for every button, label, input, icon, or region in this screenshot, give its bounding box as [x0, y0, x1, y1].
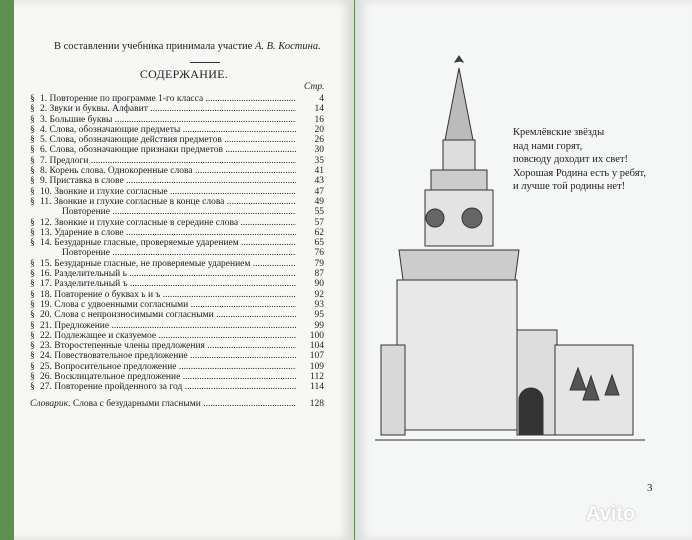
toc-entry — [30, 372, 324, 382]
section-sign: § — [30, 135, 35, 146]
toc-entry-page: 90 — [314, 279, 324, 290]
toc-entry-number: 11. — [40, 196, 52, 207]
section-sign: § — [30, 269, 35, 280]
toc-entry-title — [40, 197, 296, 207]
toc-entry — [30, 228, 324, 238]
toc-entry — [30, 104, 324, 114]
section-sign: § — [30, 279, 35, 290]
toc-entry-title — [40, 104, 296, 114]
toc-entry-title — [40, 300, 296, 310]
toc-entry-number: 6. — [40, 145, 48, 156]
toc-entry — [30, 145, 324, 155]
toc-entry-text: Повторение — [62, 207, 110, 218]
toc-entry-number: 14. — [40, 238, 52, 249]
toc-entry-number: 23. — [40, 341, 52, 352]
toc-entry-text: Подлежащее и сказуемое — [54, 330, 157, 341]
poem-line: над нами горят, — [513, 140, 583, 152]
toc-entry-text: Слова с удвоенными согласными — [54, 299, 189, 310]
toc-entry-title — [40, 372, 296, 382]
dict-label: Словарик. — [30, 398, 71, 409]
section-sign: § — [30, 238, 35, 249]
toc-entry — [30, 269, 324, 279]
toc-entry-text: Звонкие и глухие согласные — [54, 186, 168, 197]
poem — [513, 126, 646, 194]
toc-entry-page: 20 — [314, 124, 324, 135]
toc-entry-text: Слова, обозначающие признаки предметов — [49, 145, 224, 156]
toc-entry-number: 22. — [40, 330, 52, 341]
toc-entry — [30, 331, 324, 341]
toc-entry-number: 20. — [40, 310, 52, 321]
toc-entry-page: 55 — [314, 207, 324, 218]
toc-entry — [30, 321, 324, 331]
toc-entry-page: 92 — [314, 289, 324, 300]
toc-entry — [30, 187, 324, 197]
toc-entry-text: Ударение в слове — [54, 227, 124, 238]
section-sign: § — [30, 258, 35, 269]
toc-entry-text: Большие буквы — [49, 114, 113, 125]
toc-entry-text: Безударные гласные, не проверяемые ударением — [54, 258, 251, 269]
toc-entry-page: 26 — [314, 135, 324, 146]
toc-entry-page: 16 — [314, 114, 324, 125]
toc-entry-text: Предлоги — [49, 155, 89, 166]
credit-author: А. В. Костина. — [254, 41, 321, 52]
toc-entry-text: Повторение пройденного за год — [54, 382, 183, 393]
toc-entry-page: 100 — [309, 330, 324, 341]
toc-entry-page: 95 — [314, 310, 324, 321]
section-sign: § — [30, 351, 35, 362]
toc-entry-text: Восклицательное предложение — [54, 372, 181, 383]
toc-entry-page: 35 — [314, 155, 324, 166]
toc-entry-text: Второстепенные члены предложения — [54, 341, 205, 352]
toc-entry-number: 8. — [40, 166, 48, 177]
toc-entry-text: Повторение по программе 1-го класса — [49, 94, 204, 104]
toc-entry-page: 87 — [314, 269, 324, 280]
section-sign: § — [30, 186, 35, 197]
toc-entry-title — [40, 135, 296, 145]
poem-line: и лучше той родины нет! — [513, 181, 626, 193]
section-sign: § — [30, 196, 35, 207]
toc-entry-title — [40, 382, 296, 392]
toc-entry-number: 25. — [40, 361, 52, 372]
toc-entry-page: 93 — [314, 299, 324, 310]
section-sign: § — [30, 299, 35, 310]
toc-entry-text: Повествовательное предложение — [54, 351, 188, 362]
toc-entry — [30, 176, 324, 186]
toc-entry — [30, 156, 324, 166]
section-sign: § — [30, 382, 35, 393]
toc-entry-text: Разделительный ь — [54, 269, 127, 280]
toc-entry-number: 19. — [40, 299, 52, 310]
toc-entry-text: Приставка в слове — [49, 176, 124, 187]
toc-entry-number: 27. — [40, 382, 52, 393]
section-sign: § — [30, 361, 35, 372]
toc-entry — [30, 115, 324, 125]
dict-text: Слова с безударными гласными — [72, 398, 201, 409]
toc-entry-title — [40, 115, 296, 125]
toc-entry — [30, 362, 324, 372]
toc-entry — [30, 248, 324, 258]
toc-entry-title — [40, 125, 296, 135]
toc-entry-page: 47 — [314, 186, 324, 197]
watermark: Avito — [586, 503, 636, 525]
toc-entry-text: Повторение о буквах ь и ъ — [54, 289, 161, 300]
toc-entry-text: Повторение — [62, 248, 110, 259]
left-page — [14, 0, 354, 540]
toc-entry-text: Слова, обозначающие предметы — [49, 124, 181, 135]
toc-entry-text: Звонкие и глухие согласные в середине слова — [54, 217, 239, 228]
toc-entry-text: Безударные гласные, проверяемые ударением — [54, 238, 239, 249]
section-sign: § — [30, 176, 35, 187]
toc-entry-title — [40, 310, 296, 320]
toc-entry-title — [40, 259, 296, 269]
toc-entry-number: 2. — [40, 104, 48, 115]
toc-entry-page: 112 — [310, 372, 324, 383]
section-sign: § — [30, 114, 35, 125]
kremlin-tower-illustration — [355, 0, 692, 540]
section-sign: § — [30, 155, 35, 166]
toc-entry — [30, 382, 324, 392]
section-sign: § — [30, 94, 35, 104]
toc-dictionary-entry — [30, 399, 324, 409]
toc-entry-title — [40, 351, 296, 361]
toc-entry-number: 24. — [40, 351, 52, 362]
section-sign: § — [30, 320, 35, 331]
toc-entry-text: Корень слова. Однокоренные слова — [49, 166, 193, 177]
toc-entry-page: 14 — [314, 104, 324, 115]
toc-entry — [30, 125, 324, 135]
toc-entry-number: 16. — [40, 269, 52, 280]
toc-entry-title — [40, 156, 296, 166]
toc-entry — [30, 351, 324, 361]
section-sign: § — [30, 104, 35, 115]
toc-entry-page: 62 — [314, 227, 324, 238]
toc-entry-page: 30 — [314, 145, 324, 156]
section-sign: § — [30, 166, 35, 177]
toc-entry — [30, 207, 324, 217]
toc-entry-page: 4 — [319, 94, 324, 104]
toc-entry-title — [40, 238, 296, 248]
dict-title — [30, 399, 296, 409]
toc-entry-number: 4. — [40, 124, 48, 135]
toc-entry-title — [40, 94, 296, 104]
toc-entry — [30, 310, 324, 320]
toc-entry-title — [40, 228, 296, 238]
toc-entry-title — [40, 207, 296, 217]
toc-entry-title — [40, 176, 296, 186]
toc-entry — [30, 135, 324, 145]
section-sign: § — [30, 372, 35, 383]
toc-entry-page: 128 — [309, 398, 324, 409]
toc-entry-page: 104 — [309, 341, 324, 352]
toc-entry-title — [40, 145, 296, 155]
toc-entry-number: 1. — [40, 94, 48, 104]
toc-entry-text: Звуки и буквы. Алфавит — [49, 104, 148, 115]
toc-entry-text: Предложение — [54, 320, 110, 331]
toc-entry-title — [40, 362, 296, 372]
toc-entry-page: 65 — [314, 238, 324, 249]
toc-entry — [30, 259, 324, 269]
page-number: 3 — [647, 482, 653, 494]
toc-entry-title — [40, 218, 296, 228]
toc-entry-number: 10. — [40, 186, 52, 197]
section-sign — [30, 207, 40, 217]
section-sign: § — [30, 217, 35, 228]
toc-entry-title — [40, 331, 296, 341]
toc-entry — [30, 238, 324, 248]
toc-entry-number: 17. — [40, 279, 52, 290]
toc-entry-number: 26. — [40, 372, 52, 383]
toc-entry-text: Слова с непроизносимыми согласными — [54, 310, 214, 321]
toc-entry — [30, 166, 324, 176]
toc-entry — [30, 197, 324, 207]
credit-line — [54, 40, 321, 53]
toc-entry — [30, 290, 324, 300]
page-column-label: Стр. — [304, 82, 325, 92]
poem-line: повсюду доходит их свет! — [513, 154, 629, 166]
toc-title: СОДЕРЖАНИЕ. — [139, 67, 229, 81]
toc-entry-number: 7. — [40, 155, 48, 166]
toc-entry-text: Слова, обозначающие действия предметов — [49, 135, 222, 146]
section-sign: § — [30, 145, 35, 156]
toc-entry-page: 41 — [314, 166, 324, 177]
poem-line: Хорошая Родина есть у ребят, — [513, 167, 646, 179]
toc-entry — [30, 218, 324, 228]
section-sign: § — [30, 289, 35, 300]
toc-entry-title — [40, 166, 296, 176]
toc-entry — [30, 341, 324, 351]
toc-entry-number: 5. — [40, 135, 48, 146]
toc-entry-text: Звонкие и глухие согласные в конце слова — [53, 196, 225, 207]
divider — [190, 62, 220, 63]
toc-entry-title — [40, 321, 296, 331]
toc-entry-number: 13. — [40, 227, 52, 238]
section-sign: § — [30, 330, 35, 341]
poem-line: Кремлёвские звёзды — [513, 127, 605, 138]
toc-entry-title — [40, 187, 296, 197]
toc-entry-title — [40, 248, 296, 258]
toc-entry-title — [40, 269, 296, 279]
toc-entry-text: Вопросительное предложение — [54, 361, 177, 372]
section-sign: § — [30, 310, 35, 321]
toc-entry-number: 3. — [40, 114, 48, 125]
toc-entry-page: 76 — [314, 248, 324, 259]
toc-entry-number: 12. — [40, 217, 52, 228]
table-of-contents — [30, 94, 324, 409]
credit-text: В составлении учебника принимала участие — [54, 41, 253, 52]
toc-entry-page: 99 — [314, 320, 324, 331]
toc-entry-number: 9. — [40, 176, 48, 187]
toc-entry-page: 57 — [314, 217, 324, 228]
toc-entry — [30, 279, 324, 289]
toc-entry-title — [40, 341, 296, 351]
right-page — [355, 0, 692, 540]
toc-entry-title — [40, 279, 296, 289]
toc-entry-number: 15. — [40, 258, 52, 269]
toc-entry — [30, 300, 324, 310]
section-sign: § — [30, 124, 35, 135]
toc-entry-page: 43 — [314, 176, 324, 187]
toc-entry-title — [40, 290, 296, 300]
toc-entry-number: 21. — [40, 320, 52, 331]
section-sign: § — [30, 341, 35, 352]
toc-entry-number: 18. — [40, 289, 52, 300]
toc-entry-page: 114 — [310, 382, 324, 393]
toc-entry-page: 49 — [314, 196, 324, 207]
toc-entry-text: Разделительный ъ — [54, 279, 128, 290]
toc-entry-page: 109 — [309, 361, 324, 372]
toc-entry — [30, 94, 324, 104]
section-sign — [30, 248, 40, 258]
section-sign: § — [30, 227, 35, 238]
toc-entry-page: 79 — [314, 258, 324, 269]
toc-entry-page: 107 — [309, 351, 324, 362]
